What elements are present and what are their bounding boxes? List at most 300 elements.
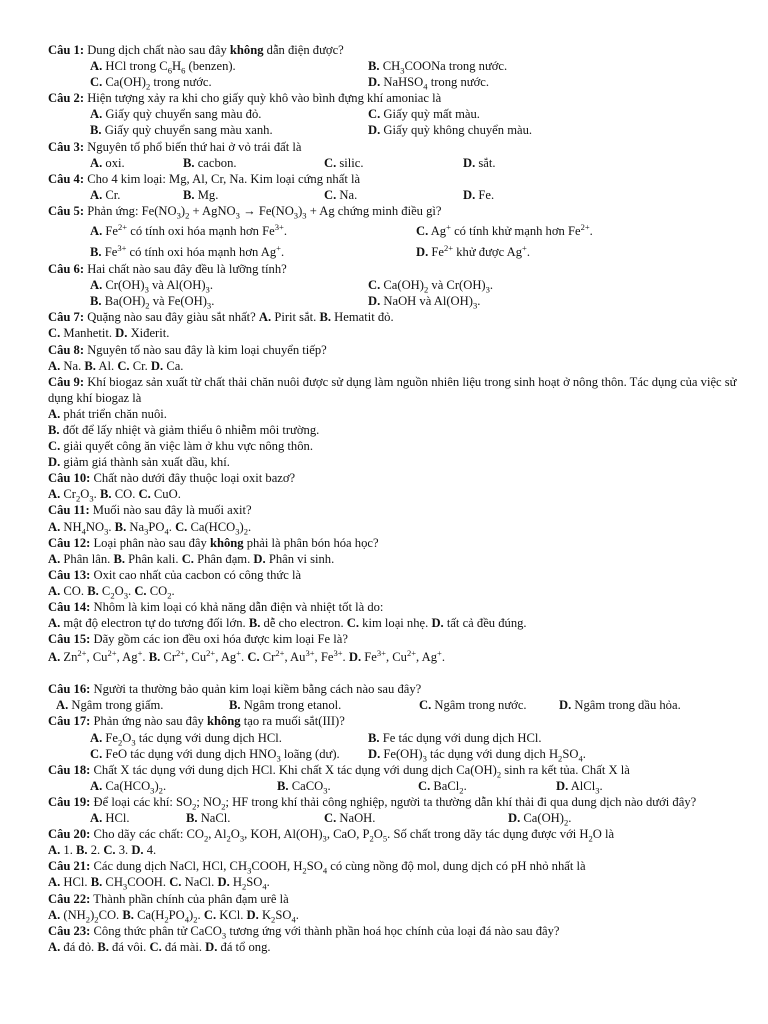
- option-a: [90, 187, 120, 203]
- option-text: BaCl$_2$.: [430, 778, 467, 796]
- option-letter: B.: [90, 245, 102, 260]
- option-b: [84, 359, 114, 373]
- option-letter: A.: [90, 107, 103, 122]
- option-text: 3.: [115, 843, 129, 858]
- option-b: [122, 907, 201, 925]
- option-letter: B.: [99, 487, 112, 502]
- question-number: Câu 22:: [48, 891, 91, 906]
- option-c: [324, 810, 375, 826]
- options-row: [48, 106, 738, 122]
- option-letter: D.: [253, 551, 266, 566]
- option-text: tất cả đều đúng.: [443, 616, 527, 631]
- options-line: [48, 842, 738, 858]
- option-letter: B.: [368, 59, 380, 74]
- option-a: [90, 778, 166, 794]
- options-row: [48, 74, 738, 90]
- question-text: Công thức phân tử CaCO$_3$ tương ứng với thành phần hoá học chính của loại đá nào sau đây?: [90, 923, 560, 941]
- question-stem: [48, 171, 738, 187]
- question-text: Dãy gồm các ion đều oxi hóa được kim loại Fe là?: [90, 632, 348, 647]
- option-letter: C.: [169, 875, 182, 890]
- option-letter: D.: [559, 698, 572, 713]
- options-row: [48, 810, 738, 826]
- question-text: Hiện tượng xảy ra khi cho giấy quỳ khô vào bình đựng khí amoniac là: [84, 91, 442, 106]
- question-number: Câu 3:: [48, 139, 85, 154]
- question-q19: [48, 794, 738, 826]
- option-letter: B.: [87, 583, 99, 598]
- option-text: $Fe^{2+}$ có tính oxi hóa mạnh hơn $Fe^{3+}$.: [102, 221, 287, 239]
- option-a: [48, 552, 110, 566]
- option-text: Ngâm trong dầu hỏa.: [571, 698, 681, 713]
- option-text: $H_2SO_4$.: [229, 875, 270, 892]
- question-number: Câu 16:: [48, 682, 91, 697]
- option-a: [56, 697, 163, 713]
- option-text: Ag+ có tính khử mạnh hơn $Fe^{2+}$.: [428, 221, 593, 239]
- option-a: [48, 584, 84, 598]
- option-text: Al.: [95, 358, 115, 373]
- option-text: $Fe(OH)_3$ tác dụng với dung dịch $H_2SO_4$.: [380, 746, 586, 764]
- question-text: Hai chất nào sau đây đều là lưỡng tính?: [84, 262, 287, 277]
- question-stem: [48, 826, 738, 842]
- question-stem: [48, 681, 738, 697]
- option-letter: C.: [90, 75, 103, 90]
- option-text: NaCl.: [181, 875, 215, 890]
- option-d: [559, 697, 681, 713]
- option-text: HCl trong $C_6H_6$ (benzen).: [102, 59, 236, 76]
- option-b: [90, 122, 273, 138]
- option-letter: C.: [324, 187, 337, 202]
- option-text: $Fe^{3+}$ có tính oxi hóa mạnh hơn Ag+.: [101, 242, 285, 260]
- options-row: [48, 219, 738, 240]
- question-stem: [48, 794, 738, 810]
- option-text: silic.: [336, 155, 364, 170]
- question-number: Câu 9:: [48, 374, 85, 389]
- option-c: [368, 277, 493, 293]
- option-letter: A.: [48, 616, 61, 631]
- option-letter: B.: [90, 875, 103, 890]
- question-text: Oxit cao nhất của cacbon có công thức là: [90, 567, 302, 582]
- question-number: Câu 8:: [48, 342, 85, 357]
- option-c: [419, 697, 527, 713]
- options-line: [48, 939, 738, 955]
- question-text: Phản ứng nào sau đây không tạo ra muối sắt(III)?: [90, 714, 345, 729]
- question-stem: [48, 470, 738, 486]
- options-line: [48, 406, 738, 422]
- option-c: [247, 650, 345, 664]
- question-number: Câu 17:: [48, 714, 91, 729]
- options-row: [48, 746, 738, 762]
- option-letter: A.: [48, 551, 61, 566]
- option-letter: A.: [90, 59, 103, 74]
- option-letter: B.: [97, 939, 109, 954]
- option-text: 2.: [87, 843, 101, 858]
- question-stem: [48, 567, 738, 583]
- option-b: [76, 843, 100, 857]
- option-letter: D.: [217, 875, 230, 890]
- question-text: Cho dãy các chất: $CO_2$, $Al_2O_3$, KOH, $Al(OH)_3$, CaO, $P_2O_5$. Số chất trong dãy tác dụng được với $H_2O$ là: [90, 827, 615, 844]
- option-letter: B.: [48, 422, 60, 437]
- question-q18: [48, 762, 738, 794]
- options-line: [48, 907, 738, 923]
- question-q2: [48, 90, 738, 138]
- option-text: Fe.: [475, 187, 495, 202]
- option-d: [368, 74, 489, 90]
- option-letter: A.: [90, 730, 103, 745]
- option-letter: B.: [229, 698, 241, 713]
- option-b: [277, 778, 331, 794]
- option-letter: C.: [247, 650, 260, 665]
- option-d: [205, 940, 270, 954]
- exam-document: [48, 42, 738, 955]
- option-text: Fe tác dụng với dung dịch HCl.: [379, 730, 542, 745]
- option-text: 4.: [143, 843, 157, 858]
- question-stem: [48, 42, 738, 58]
- option-letter: C.: [103, 843, 116, 858]
- option-text: AlCl$_3$.: [568, 778, 603, 796]
- option-letter: D.: [131, 843, 144, 858]
- option-text: Phân đạm.: [193, 551, 251, 566]
- question-stem: [48, 139, 738, 155]
- option-c: [134, 583, 175, 601]
- option-letter: A.: [48, 843, 61, 858]
- option-text: Phân vi sinh.: [265, 551, 335, 566]
- option-b: [113, 552, 178, 566]
- question-text: Chất X tác dụng với dung dịch HCl. Khi chất X tác dụng với dung dịch $Ca(OH)_2$ sinh ra kết tủa. Chất X là: [90, 762, 630, 780]
- options-line: [48, 438, 738, 454]
- option-text: 1.: [60, 843, 73, 858]
- option-text: $Cr^{2+}$, $Cu^{2+}$, Ag+.: [160, 648, 245, 665]
- option-letter: A.: [90, 811, 103, 826]
- options-row: [48, 697, 738, 713]
- options-line: [48, 551, 738, 567]
- option-text: $CH_3COOH$.: [102, 875, 167, 892]
- question-q8: [48, 342, 738, 374]
- question-number: Câu 10:: [48, 471, 91, 486]
- option-text: $Fe_2O_3$ tác dụng với dung dịch HCl.: [102, 730, 282, 748]
- option-b: [90, 293, 214, 309]
- question-q21: [48, 858, 738, 890]
- option-b: [100, 487, 135, 501]
- option-letter: B.: [183, 155, 195, 170]
- option-text: cacbon.: [194, 155, 237, 170]
- option-letter: D.: [150, 358, 164, 373]
- question-text: Nguyên tố nào sau đây là kim loại chuyển tiếp?: [84, 342, 327, 357]
- option-letter: C.: [203, 907, 217, 922]
- option-b: [97, 940, 146, 954]
- option-d: [508, 810, 571, 826]
- option-d: [431, 616, 526, 630]
- question-q10: [48, 470, 738, 502]
- option-text: Cr.: [102, 187, 121, 202]
- options-line: [48, 615, 738, 631]
- option-c: [324, 155, 364, 171]
- option-letter: D.: [368, 746, 381, 761]
- question-stem: [48, 309, 738, 341]
- option-letter: A.: [48, 939, 61, 954]
- option-b: [87, 583, 132, 601]
- option-text: $Fe^{3+}$, $Cu^{2+}$, Ag+.: [361, 648, 446, 665]
- option-text: Ngâm trong nước.: [431, 698, 527, 713]
- option-d: [349, 650, 445, 664]
- question-text: Dung dịch chất nào sau đây không dẫn điện được?: [84, 43, 344, 57]
- question-stem: [48, 891, 738, 907]
- question-number: Câu 13:: [48, 567, 91, 582]
- option-letter: A.: [48, 907, 61, 922]
- option-letter: B.: [183, 187, 195, 202]
- option-a: [48, 650, 146, 664]
- option-letter: A.: [90, 224, 103, 239]
- option-letter: D.: [348, 650, 362, 665]
- option-text: $K_2SO_4$.: [258, 907, 299, 925]
- option-b: [229, 697, 341, 713]
- question-number: Câu 15:: [48, 632, 91, 647]
- question-q4: [48, 171, 738, 203]
- options-line: [48, 422, 738, 438]
- option-letter: C.: [134, 583, 147, 598]
- option-text: Phân kali.: [125, 551, 179, 566]
- option-letter: B.: [114, 519, 127, 534]
- option-letter: D.: [368, 75, 381, 90]
- option-text: kim loại nhẹ.: [359, 616, 429, 631]
- option-letter: A.: [48, 487, 61, 502]
- question-q7: [48, 309, 738, 341]
- option-text: NaHSO$_4$ trong nước.: [380, 75, 489, 92]
- question-number: Câu 14:: [48, 600, 91, 614]
- options-line: [48, 583, 738, 599]
- options-line: [48, 358, 738, 374]
- option-a: [90, 106, 261, 122]
- option-d: [131, 843, 156, 857]
- option-letter: A.: [48, 875, 61, 890]
- option-text: Na.: [336, 187, 358, 202]
- option-text: Ca.: [163, 358, 184, 373]
- option-a: [48, 407, 167, 421]
- option-c: [90, 746, 340, 762]
- option-c: [48, 439, 313, 453]
- option-letter: A.: [90, 187, 103, 202]
- question-stem: [48, 535, 738, 551]
- question-q5: [48, 203, 738, 261]
- option-letter: D.: [556, 778, 569, 793]
- question-stem: [48, 762, 738, 778]
- option-letter: B.: [186, 811, 198, 826]
- options-row: [48, 277, 738, 293]
- question-text: Quặng nào sau đây giàu sắt nhất? A. Pirit sắt. B. Hematit đỏ. C. Manhetit. D. Xiđerit.: [48, 310, 394, 341]
- option-d: [246, 907, 299, 925]
- question-q23: [48, 923, 738, 955]
- option-c: [103, 843, 128, 857]
- question-number: Câu 21:: [48, 859, 91, 874]
- option-a: [48, 907, 120, 925]
- option-text: KCl.: [216, 907, 244, 922]
- option-letter: C.: [368, 278, 381, 293]
- option-text: CO.: [111, 487, 136, 502]
- options-line: [48, 486, 738, 502]
- option-letter: C.: [418, 778, 431, 793]
- question-stem: [48, 203, 738, 219]
- option-d: [217, 875, 270, 892]
- options-row: [48, 293, 738, 309]
- question-text: Nguyên tố phổ biến thứ hai ở vỏ trái đất là: [84, 139, 302, 154]
- option-letter: C.: [324, 155, 337, 170]
- option-d: [556, 778, 603, 794]
- option-a: [90, 155, 125, 171]
- question-number: Câu 12:: [48, 535, 91, 550]
- option-text: phát triển chăn nuôi.: [60, 406, 167, 421]
- option-a: [90, 730, 282, 746]
- option-c: [347, 616, 429, 630]
- question-stem: [48, 599, 738, 615]
- option-b: [183, 187, 218, 203]
- question-number: Câu 2:: [48, 91, 85, 106]
- option-a: [48, 940, 94, 954]
- question-stem: [48, 374, 738, 406]
- question-text: Chất nào dưới đây thuộc loại oxit bazơ?: [90, 471, 296, 486]
- option-a: [90, 810, 130, 826]
- question-number: Câu 18:: [48, 762, 91, 777]
- question-number: Câu 4:: [48, 171, 85, 186]
- option-text: $CO_2$.: [146, 583, 175, 601]
- option-letter: C.: [181, 551, 194, 566]
- options-row: [48, 58, 738, 74]
- option-letter: A.: [48, 583, 61, 598]
- option-text: $Ca(OH)_2$.: [520, 811, 572, 828]
- option-text: đá tổ ong.: [217, 939, 271, 954]
- option-text: $(NH_2)_2CO$.: [60, 907, 120, 925]
- options-row: [48, 240, 738, 261]
- option-d: [368, 293, 480, 309]
- option-text: CO.: [60, 583, 85, 598]
- option-text: $Ca(H_2PO_4)_2$.: [133, 907, 201, 925]
- option-c: [90, 74, 212, 90]
- option-c: [175, 519, 252, 537]
- option-c: [204, 908, 244, 922]
- option-letter: B.: [76, 843, 88, 858]
- question-number: Câu 19:: [48, 794, 91, 809]
- option-text: $Cr(OH)_3$ và $Al(OH)_3$.: [102, 278, 213, 295]
- question-number: Câu 6:: [48, 262, 85, 277]
- option-text: $Ca(HCO_3)_2$.: [102, 778, 167, 796]
- option-c: [139, 487, 181, 501]
- options-line: [48, 454, 738, 470]
- option-text: $Na_3PO_4$.: [126, 519, 172, 537]
- options-row: [48, 730, 738, 746]
- question-q9: [48, 374, 738, 471]
- option-text: sắt.: [475, 155, 496, 170]
- spacer: [48, 669, 738, 681]
- option-d: [368, 746, 586, 762]
- option-letter: D.: [368, 123, 381, 138]
- option-letter: C.: [175, 519, 188, 534]
- question-q12: [48, 535, 738, 567]
- option-text: Giấy quỳ chuyển sang màu đỏ.: [102, 107, 262, 122]
- option-b: [149, 650, 244, 664]
- option-text: đá vôi.: [108, 939, 147, 954]
- question-q15: [48, 631, 738, 669]
- question-q22: [48, 891, 738, 923]
- option-text: dễ cho electron.: [260, 616, 344, 631]
- option-letter: C.: [48, 439, 61, 454]
- question-q1: [48, 42, 738, 90]
- option-b: [183, 155, 237, 171]
- question-number: Câu 1:: [48, 43, 85, 57]
- question-q6: [48, 261, 738, 309]
- option-text: $Ba(OH)_2$ và $Fe(OH)_3$.: [101, 294, 215, 311]
- question-stem: [48, 342, 738, 358]
- option-letter: B.: [90, 123, 102, 138]
- option-b: [90, 875, 167, 892]
- question-text: Phản ứng: $Fe(NO_3)_2$ + AgNO$_3$ → $Fe(NO_3)_3 + Ag$ chứng minh điều gì?: [84, 203, 442, 221]
- option-text: Mg.: [194, 187, 219, 202]
- option-letter: B.: [84, 358, 96, 373]
- option-b: [48, 423, 319, 437]
- option-text: NaOH và $Al(OH)_3$.: [380, 294, 481, 311]
- question-q20: [48, 826, 738, 858]
- option-text: Ngâm trong giấm.: [68, 698, 164, 713]
- option-letter: B.: [148, 650, 161, 665]
- question-number: Câu 7:: [48, 310, 85, 325]
- option-d: [416, 240, 530, 264]
- options-line: [48, 645, 738, 669]
- option-d: [463, 155, 496, 171]
- option-letter: A.: [90, 778, 103, 793]
- option-text: mật độ electron tự do tương đối lớn.: [60, 616, 246, 631]
- option-text: Phân lân.: [60, 551, 111, 566]
- option-text: $Cr^{2+}$, $Au^{3+}$, $Fe^{3+}$.: [259, 648, 346, 665]
- option-letter: B.: [368, 730, 380, 745]
- question-number: Câu 20:: [48, 827, 91, 842]
- question-text: Loại phân nào sau đây không phải là phân bón hóa học?: [90, 535, 379, 550]
- option-a: [48, 487, 97, 504]
- option-letter: C.: [416, 224, 429, 239]
- option-text: giải quyết công ăn việc làm ở khu vực nông thôn.: [60, 439, 313, 454]
- option-text: giảm giá thành sản xuất dầu, khí.: [60, 455, 230, 470]
- option-text: Giấy quỳ chuyển sang màu xanh.: [101, 123, 273, 138]
- option-letter: B.: [90, 294, 102, 309]
- option-letter: A.: [56, 698, 69, 713]
- option-text: CaCO$_3$.: [288, 778, 331, 796]
- option-letter: D.: [508, 811, 521, 826]
- option-c: [368, 106, 480, 122]
- option-d: [463, 187, 494, 203]
- option-a: [90, 277, 213, 293]
- option-letter: B.: [248, 616, 261, 631]
- option-text: $CH_3COONa$ trong nước.: [379, 59, 508, 76]
- option-a: [48, 843, 73, 857]
- question-number: Câu 23:: [48, 923, 91, 938]
- question-stem: [48, 923, 738, 939]
- option-text: $Fe^{2+}$ khử được Ag+.: [428, 242, 531, 260]
- option-letter: A.: [90, 278, 103, 293]
- options-row: [48, 187, 738, 203]
- options-row: [48, 778, 738, 794]
- option-letter: C.: [90, 746, 103, 761]
- option-text: $Ca(OH)_2$ và $Cr(OH)_3$.: [380, 278, 494, 295]
- option-text: Giấy quỳ không chuyển màu.: [380, 123, 533, 138]
- option-a: [48, 519, 112, 537]
- option-text: $Zn^{2+}$, $Cu^{2+}$, Ag+.: [60, 648, 146, 665]
- option-letter: B.: [113, 551, 125, 566]
- question-stem: [48, 713, 738, 729]
- option-text: $Cr_2O_3$.: [60, 487, 97, 504]
- option-letter: D.: [431, 616, 444, 631]
- option-text: Na.: [60, 358, 82, 373]
- options-row: [48, 155, 738, 171]
- option-text: đá mài.: [161, 939, 202, 954]
- option-letter: C.: [149, 939, 162, 954]
- option-text: $Ca(HCO_3)_2$.: [187, 519, 252, 537]
- option-d: [253, 552, 334, 566]
- question-text: Cho 4 kim loại: Mg, Al, Cr, Na. Kim loại cứng nhất là: [84, 171, 361, 186]
